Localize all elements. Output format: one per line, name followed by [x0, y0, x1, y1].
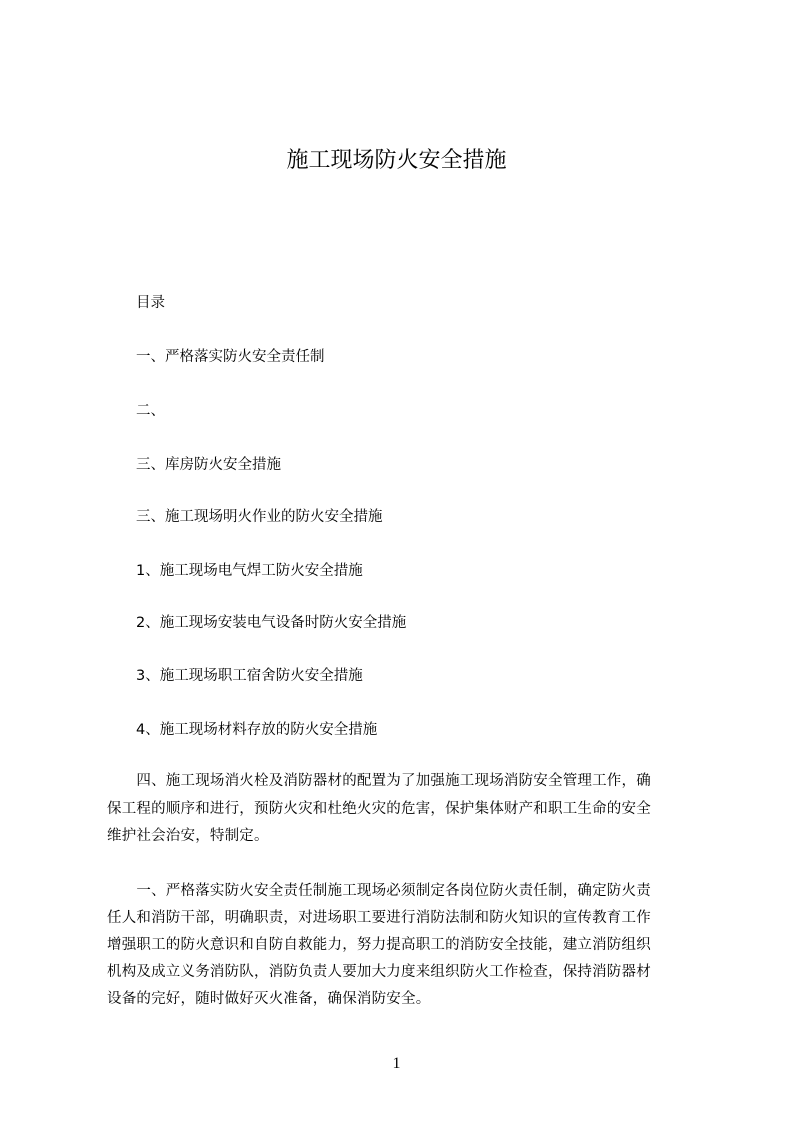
toc-item: 三、施工现场明火作业的防火安全措施 [136, 509, 383, 525]
toc-item: 3、施工现场职工宿舍防火安全措施 [136, 668, 363, 684]
paragraph-line: 任人和消防干部，明确职责，对进场职工要进行消防法制和防火知识的宣传教育工作 [107, 910, 651, 926]
paragraph-line: 一、严格落实防火安全责任制施工现场必须制定各岗位防火责任制，确定防火责 [107, 883, 651, 899]
paragraph-line: 机构及成立义务消防队，消防负责人要加大力度来组织防火工作检查，保持消防器材 [107, 964, 651, 980]
toc-heading: 目录 [136, 295, 165, 311]
paragraph-line: 维护社会治安，特制定。 [107, 828, 269, 844]
paragraph-line: 增强职工的防火意识和自防自救能力，努力提高职工的消防安全技能，建立消防组织 [107, 937, 651, 953]
paragraph-line: 四、施工现场消火栓及消防器材的配置为了加强施工现场消防安全管理工作，确 [107, 773, 651, 789]
paragraph-line: 保工程的顺序和进行，预防火灾和杜绝火灾的危害，保护集体财产和职工生命的安全 [107, 801, 651, 817]
document-title: 施工现场防火安全措施 [286, 148, 507, 173]
paragraph-line: 设备的完好，随时做好灭火准备，确保消防安全。 [107, 991, 431, 1007]
toc-item: 4、施工现场材料存放的防火安全措施 [136, 722, 378, 738]
toc-item: 二、 [136, 403, 165, 419]
toc-item: 1、施工现场电气焊工防火安全措施 [136, 563, 363, 579]
page-number: 1 [392, 1055, 401, 1072]
toc-item: 三、库房防火安全措施 [136, 457, 281, 473]
toc-item: 2、施工现场安装电气设备时防火安全措施 [136, 615, 407, 631]
toc-item: 一、严格落实防火安全责任制 [136, 349, 325, 365]
